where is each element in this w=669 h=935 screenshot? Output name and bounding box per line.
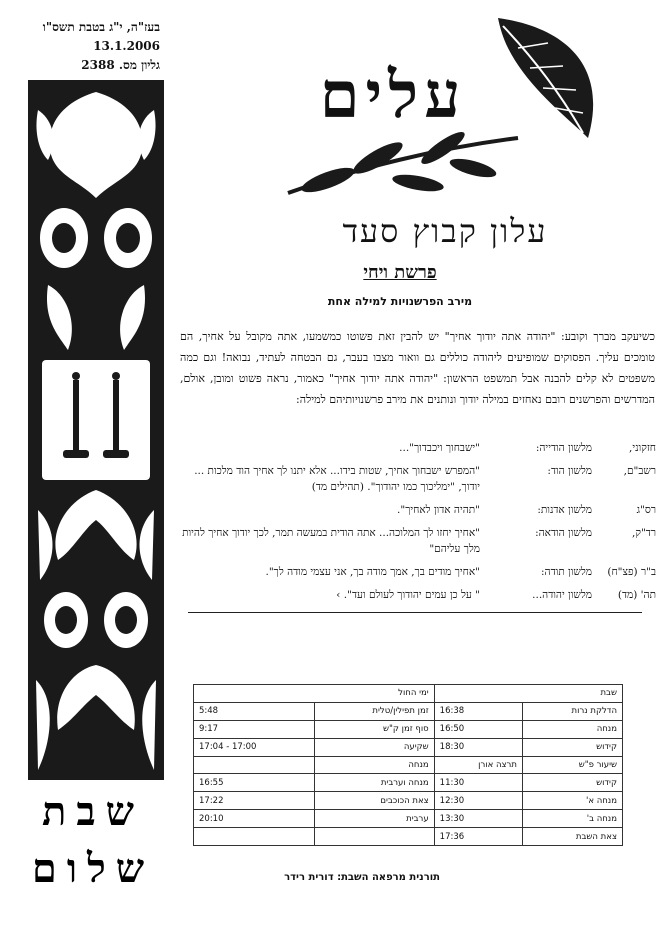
table-row — [194, 720, 623, 738]
shabbat-time: 13:30 — [434, 810, 522, 828]
shabbat-lecturer: תרצה אורן — [434, 756, 522, 774]
commentary-label: מלשון אדנות: — [537, 504, 592, 516]
list-item — [182, 587, 656, 603]
section-divider — [188, 612, 642, 613]
decorative-ornament-column — [28, 80, 164, 780]
gregorian-date: 13.1.2006 — [93, 39, 160, 53]
table-row — [194, 774, 623, 792]
shabbat-event: צאת השבת — [522, 828, 622, 846]
shabbat-time: 16:50 — [434, 720, 522, 738]
commentary-text: "אחיך יחזו לך המלוכה... אתה הודית במעשה תמר, לכך יודוך אחיך להיות מלך עליהם" — [182, 527, 480, 555]
shabbat-event: מנחה א' — [522, 792, 622, 810]
table-row — [194, 792, 623, 810]
article-intro: כשיעקב מברך וקובע: "יהודה אתה יודוך אחיך" יש להבין זאת פשוטו כמשמעו, אתה מקובל על אחיך, הם טומכים עליך. הפסוקים שמופיעים ליהודה כוללים גם וואור מצבו בעבר, גם הבטחה לעתיד, נבואה! וגם כמה משפטים לא קלים להבנה אבל תמשפט הראשון: "יהודה אתה יודוך אחיך" כאמור, נראה פשוט ומובן, אולם, המדרשים והפרשנים רובם נאחזים במילה יודוך ונותנים את מירב פרשנויותיהם למילה: — [180, 330, 655, 406]
list-item — [182, 502, 656, 518]
shabbat-event: קידוש — [522, 774, 622, 792]
commentator-name: רס"ג — [636, 504, 656, 516]
hebrew-date: בעז"ה, י"ג בטבת תשס"ו — [42, 20, 160, 34]
table-header-shabbat: שבת — [434, 685, 622, 703]
shabbat-event: מנחה — [522, 720, 622, 738]
weekday-time: 17:04 - 17:00 — [194, 738, 315, 756]
commentary-label: מלשון הודייה: — [535, 442, 592, 454]
table-row — [194, 810, 623, 828]
commentary-list — [182, 440, 656, 610]
commentary-text: " על כן עמים יהודוך לעולם ועד". › — [336, 589, 480, 601]
commentary-label: מלשון הוד: — [547, 465, 592, 477]
shabbat-event: מנחה ב' — [522, 810, 622, 828]
commentary-text: "אחיך מודים בך, אמך מודה בך, אני עצמי מודה לך". — [265, 566, 480, 578]
commentary-text: "תהיה אדון לאחיך". — [397, 504, 480, 516]
table-header-weekdays: ימי החול — [194, 685, 435, 703]
weekday-time: 20:10 — [194, 810, 315, 828]
newsletter-subtitle: עלון קבוץ סעד — [342, 212, 548, 250]
shabbat-time: 17:36 — [434, 828, 522, 846]
commentator-name: חזקוני, — [629, 442, 656, 454]
weekday-time — [194, 756, 315, 774]
shabbat-event: שיעור פ"ש — [522, 756, 622, 774]
ornament-pattern-icon — [28, 80, 164, 780]
weekday-event: סוף זמן ק"ש — [315, 720, 434, 738]
prayer-schedule-table — [193, 684, 623, 846]
weekday-time — [194, 828, 315, 846]
issue-info — [30, 18, 160, 75]
parasha-title: פרשת ויחי — [363, 262, 437, 283]
shabbat-time: 11:30 — [434, 774, 522, 792]
table-row — [194, 702, 623, 720]
table-header-row — [194, 685, 623, 703]
table-row — [194, 738, 623, 756]
list-item — [182, 525, 656, 557]
weekday-time: 17:22 — [194, 792, 315, 810]
list-item — [182, 463, 656, 495]
weekday-event: שקיעה — [315, 738, 434, 756]
shabbat-text: שבת — [42, 788, 144, 835]
commentary-label: מלשון יהודה... — [532, 589, 592, 601]
shabbat-time: 16:38 — [434, 702, 522, 720]
shabbat-event: הדלקת נרות — [522, 702, 622, 720]
shabbat-time: 18:30 — [434, 738, 522, 756]
weekday-time: 16:55 — [194, 774, 315, 792]
weekday-time: 9:17 — [194, 720, 315, 738]
commentator-name: ב"ר (פצ"ח) — [607, 566, 656, 578]
article-title: מירב הפרשנויות למילה אחת — [327, 295, 473, 308]
weekday-time: 5:48 — [194, 702, 315, 720]
weekday-event: מנחה — [315, 756, 434, 774]
table-row — [194, 756, 623, 774]
weekday-event: ערבית — [315, 810, 434, 828]
commentary-text: "ישבחוך ויכבדוך"... — [399, 442, 480, 454]
commentator-name: רד"ק, — [632, 527, 656, 539]
masthead-logo — [268, 8, 648, 208]
weekday-event: מנחה וערבית — [315, 774, 434, 792]
shalom-text: שלום — [31, 845, 155, 892]
commentator-name: רשב"ם, — [623, 465, 656, 477]
weekday-event — [315, 828, 434, 846]
list-item — [182, 440, 656, 456]
commentary-label: מלשון הודאה: — [535, 527, 592, 539]
clinic-duty-note: תורנית מרפאה השבת: דורית רידר — [284, 872, 440, 883]
commentary-label: מלשון תודה: — [541, 566, 592, 578]
list-item — [182, 564, 656, 580]
issue-number: גליון מס. 2388 — [81, 58, 160, 72]
weekday-event: זמן תפילין/טלית — [315, 702, 434, 720]
weekday-event: צאת הכוכבים — [315, 792, 434, 810]
shabbat-time: 12:30 — [434, 792, 522, 810]
commentary-text: "המפרש ישבחוך אחיך, שטות בידו... אלא יתנו לך אחיך הוד מלכות ... יודוך, "ימליכוך כמו יהודוך". (תהילים מד) — [194, 465, 480, 493]
commentator-name: תה' (מד) — [617, 589, 656, 601]
logo-text: עלים — [319, 58, 467, 133]
shabbat-event: קידוש — [522, 738, 622, 756]
table-row — [194, 828, 623, 846]
